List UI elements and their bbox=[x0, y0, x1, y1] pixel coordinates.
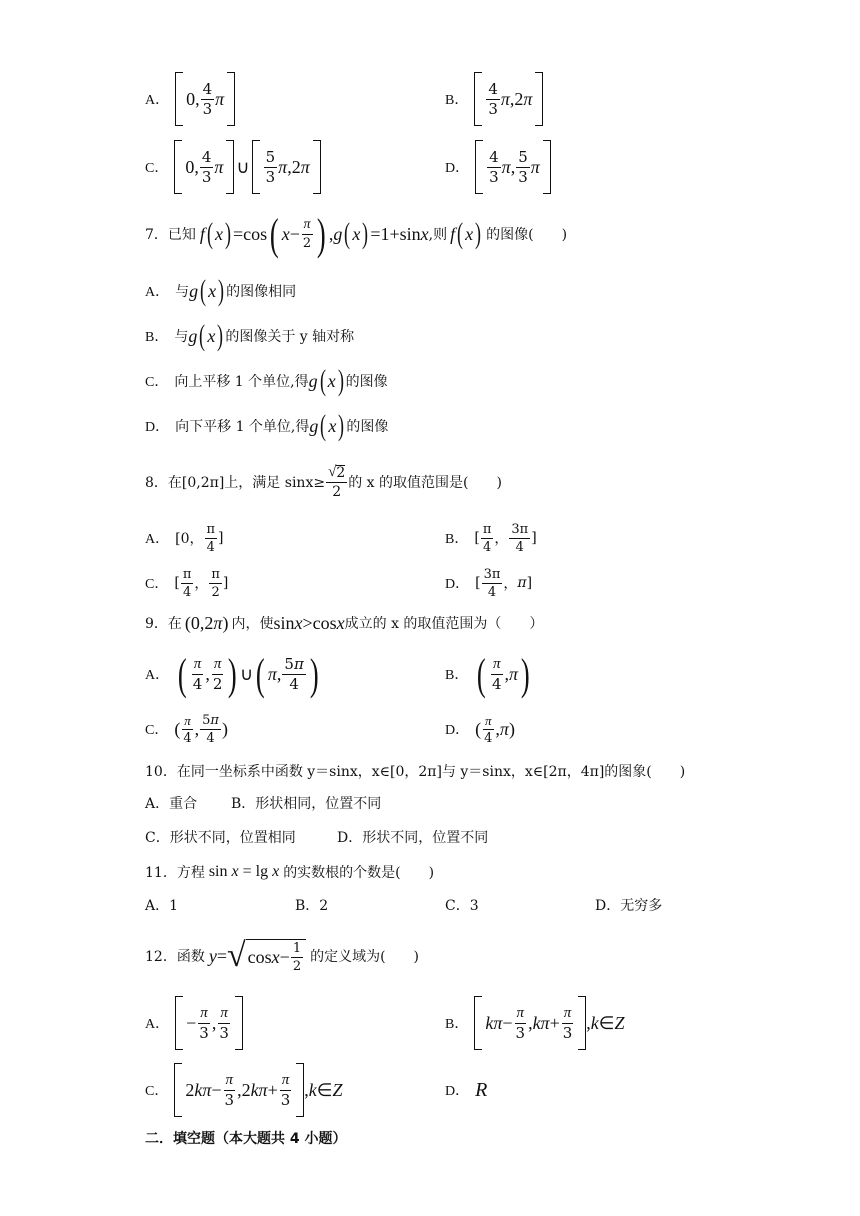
option-text: 与 bbox=[174, 329, 189, 345]
q8-c-math: [ $\frac{\pi}{4}$ ， $\frac{\pi}{2}$ ] bbox=[174, 566, 229, 600]
option-text: A．重合 bbox=[145, 796, 198, 812]
option-text: 向下平移 1 个单位,得 bbox=[175, 419, 310, 435]
q12-option-a[interactable] bbox=[145, 994, 243, 1052]
section-title: 二．填空题（本大题共 4 小题） bbox=[145, 1131, 347, 1147]
option-label: B． bbox=[445, 668, 469, 683]
q12-prefix: 函数 bbox=[176, 949, 205, 965]
option-text: D．无穷多 bbox=[595, 898, 663, 914]
q12-b-math: kπ − $\frac{\pi}{3}$ , kπ + $\frac{\pi}{3}$ , k ∈ Z bbox=[474, 996, 624, 1050]
option-label: C． bbox=[145, 577, 169, 592]
option-label: C． bbox=[145, 375, 169, 390]
option-label: B． bbox=[145, 330, 169, 345]
option-label: B． bbox=[445, 1017, 469, 1032]
option-label: D． bbox=[445, 161, 470, 176]
q9-option-a[interactable] bbox=[145, 648, 321, 700]
q6-d-math: $\frac{4}{3}$ π , $\frac{5}{3}$ π bbox=[475, 140, 551, 194]
q11-equation: sin x = lg x bbox=[208, 863, 280, 880]
q9-stem bbox=[145, 609, 543, 637]
q10-stem bbox=[145, 760, 685, 782]
option-label: D． bbox=[445, 723, 470, 738]
gx-formula: g ( x ) bbox=[188, 319, 224, 352]
q8-option-b[interactable] bbox=[445, 518, 537, 558]
q11-prefix: 方程 bbox=[176, 865, 205, 881]
option-label: A． bbox=[145, 285, 170, 300]
q12-d-math: R bbox=[475, 1078, 488, 1101]
q8-number: 8． bbox=[145, 475, 168, 491]
q8-option-c[interactable] bbox=[145, 563, 228, 603]
q8-d-math: [ $\frac{3\pi}{4}$ ， π ] bbox=[475, 566, 533, 600]
gx-formula: g ( x ) bbox=[308, 364, 344, 397]
q8-option-a[interactable] bbox=[145, 518, 224, 558]
option-text: A．1 bbox=[145, 898, 179, 914]
q7-mid: ,则 bbox=[428, 227, 448, 243]
gx-formula: g ( x ) bbox=[189, 274, 225, 307]
q10-option-d[interactable] bbox=[337, 826, 488, 848]
q12-c-math: 2 kπ − $\frac{\pi}{3}$ ,2 kπ + $\frac{\pi}{3}$ , k ∈ Z bbox=[174, 1063, 342, 1117]
option-label: C． bbox=[145, 723, 169, 738]
q7-option-c[interactable] bbox=[145, 366, 388, 396]
q12-number: 12． bbox=[145, 949, 177, 965]
q9-mid: 内，使 bbox=[231, 616, 274, 632]
q9-suffix: 成立的 x 的取值范围为（ ） bbox=[344, 616, 544, 632]
q7-formula-f: f ( x ) =cos ( x − $\frac{\pi}{2}$ ) , g ( x ) =1+sin x bbox=[199, 209, 429, 259]
q8-b-math: [ $\frac{\pi}{4}$ ， $\frac{3\pi}{4}$ ] bbox=[474, 521, 537, 555]
q7-formula-fx: f ( x ) bbox=[450, 217, 482, 250]
q9-option-b[interactable] bbox=[445, 648, 533, 700]
q8-suffix: 的 x 的取值范围是( ) bbox=[348, 475, 502, 491]
option-text: B．2 bbox=[295, 898, 329, 914]
q7-option-b[interactable] bbox=[145, 321, 354, 351]
q7-stem bbox=[145, 208, 567, 260]
q11-number: 11． bbox=[145, 865, 177, 881]
option-label: A． bbox=[145, 1017, 170, 1032]
option-text: 的图像 bbox=[346, 419, 389, 435]
q9-option-c[interactable] bbox=[145, 707, 228, 751]
q12-option-c[interactable] bbox=[145, 1061, 342, 1119]
q10-stem-text: 10．在同一坐标系中函数 y＝sinx，x∈[0，2π]与 y＝sinx，x∈[2π，4π]的图象( ) bbox=[145, 764, 686, 780]
q9-prefix: 在 bbox=[167, 616, 182, 632]
option-text: C．3 bbox=[445, 898, 479, 914]
q6-c-math: 0, $\frac{4}{3}$ π ∪ $\frac{5}{3}$ π ,2 π bbox=[174, 140, 320, 194]
q8-sqrt2-over-2: √ 2 2 bbox=[328, 464, 346, 500]
option-label: B． bbox=[445, 93, 469, 108]
q10-option-b[interactable] bbox=[231, 792, 381, 814]
q9-a-math: ( $\frac{\pi}{4}$ , $\frac{\pi}{2}$ ) ∪ ( π , $\frac{5\pi}{4}$ ) bbox=[178, 649, 319, 699]
q6-a-math: 0, $\frac{4}{3}$ π bbox=[175, 72, 235, 126]
option-text: 的图像关于 y 轴对称 bbox=[225, 329, 355, 345]
q10-option-a[interactable] bbox=[145, 792, 197, 814]
option-label: D． bbox=[445, 1084, 470, 1099]
q11-stem bbox=[145, 860, 434, 884]
q9-inequality: sin x >cos x bbox=[273, 612, 345, 633]
q7-option-d[interactable] bbox=[145, 411, 388, 441]
option-label: D． bbox=[445, 577, 470, 592]
q7-option-a[interactable] bbox=[145, 276, 296, 306]
option-text: 与 bbox=[175, 284, 190, 300]
q9-interval: (0,2 π ) bbox=[184, 612, 229, 633]
q8-prefix: 在[0,2π]上，满足 sinx≥ bbox=[167, 475, 326, 491]
q12-stem bbox=[145, 930, 419, 982]
q12-formula: y = √ cos x − $\frac{1}{2}$ bbox=[209, 939, 306, 973]
q11-suffix: 的实数根的个数是( ) bbox=[283, 865, 435, 881]
q11-option-d[interactable] bbox=[595, 894, 662, 916]
option-text: 向上平移 1 个单位,得 bbox=[174, 374, 309, 390]
option-text: D．形状不同，位置不同 bbox=[337, 830, 489, 846]
q7-prefix: 已知 bbox=[167, 227, 196, 243]
q12-option-d[interactable] bbox=[445, 1061, 487, 1119]
q6-option-b[interactable] bbox=[445, 70, 543, 128]
q7-suffix: 的图像( ) bbox=[486, 227, 568, 243]
q12-suffix: 的定义域为( ) bbox=[310, 949, 420, 965]
section-2-heading bbox=[145, 1127, 347, 1149]
option-label: A． bbox=[145, 532, 170, 547]
option-label: C． bbox=[145, 1084, 169, 1099]
q12-option-b[interactable] bbox=[445, 994, 624, 1052]
option-label: C． bbox=[145, 161, 169, 176]
option-label: A． bbox=[145, 668, 170, 683]
q11-option-a[interactable] bbox=[145, 894, 178, 916]
q11-option-c[interactable] bbox=[445, 894, 479, 916]
q10-option-c[interactable] bbox=[145, 826, 296, 848]
option-label: D． bbox=[145, 420, 170, 435]
q9-option-d[interactable] bbox=[445, 707, 515, 751]
q9-d-math: ( $\frac{\pi}{4}$ , π ) bbox=[475, 712, 515, 746]
q11-option-b[interactable] bbox=[295, 894, 328, 916]
q7-number: 7． bbox=[145, 227, 168, 243]
q12-a-math: − $\frac{\pi}{3}$ , $\frac{\pi}{3}$ bbox=[175, 996, 243, 1050]
option-text: B．形状相同，位置不同 bbox=[231, 796, 382, 812]
q6-b-math: $\frac{4}{3}$ π ,2 π bbox=[474, 72, 543, 126]
option-label: B． bbox=[445, 532, 469, 547]
q9-number: 9． bbox=[145, 616, 168, 632]
q8-a-math: [0， $\frac{\pi}{4}$ ] bbox=[175, 521, 224, 555]
q6-option-c[interactable] bbox=[145, 138, 321, 196]
q8-stem bbox=[145, 456, 502, 508]
q6-option-a[interactable] bbox=[145, 70, 235, 128]
q8-option-d[interactable] bbox=[445, 563, 532, 603]
option-text: 的图像 bbox=[345, 374, 388, 390]
gx-formula: g ( x ) bbox=[309, 409, 345, 442]
option-text: 的图像相同 bbox=[226, 284, 297, 300]
q9-b-math: ( $\frac{\pi}{4}$ , π ) bbox=[477, 649, 530, 699]
q6-option-d[interactable] bbox=[445, 138, 551, 196]
q9-c-math: ( $\frac{\pi}{4}$ , $\frac{5\pi}{4}$ ) bbox=[174, 712, 228, 746]
option-text: C．形状不同，位置相同 bbox=[145, 830, 296, 846]
option-label: A． bbox=[145, 93, 170, 108]
